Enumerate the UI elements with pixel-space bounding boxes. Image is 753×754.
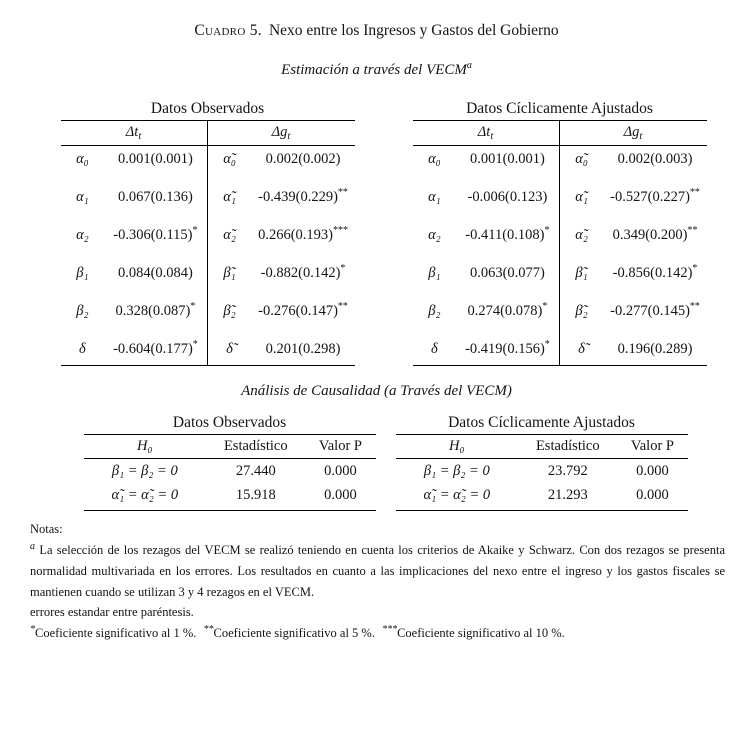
table-caption: Datos Observados	[172, 414, 287, 431]
coef-cell	[104, 226, 206, 245]
param-symbol: β̃₁	[223, 265, 236, 281]
standard-error: (0.001)	[150, 151, 193, 167]
coefficient-value: 0.201	[265, 341, 299, 357]
param-symbol: β₂	[76, 303, 89, 319]
column-header-dt: $\Delta t_t$	[61, 121, 208, 145]
standard-error: (0.289)	[650, 341, 693, 357]
coef-cell	[104, 302, 206, 321]
param-symbol: α₀	[428, 151, 441, 167]
standard-error: (0.078)*	[500, 301, 548, 319]
coefficient-value: 0.274	[467, 303, 501, 319]
coef-cell	[252, 264, 355, 283]
coefficient-value: 0.349	[612, 227, 646, 243]
statistic-cell: 15.918	[235, 487, 276, 503]
param-row	[413, 298, 707, 336]
standard-error: (0.298)	[298, 341, 341, 357]
header-pvalue: Valor P	[318, 438, 362, 454]
coef-cell	[104, 340, 206, 359]
param-symbol: δ̃	[226, 341, 233, 357]
param-row	[61, 146, 355, 184]
hypothesis-cell: α̃₁ = α̃₂ = 0	[111, 487, 179, 503]
standard-error: (0.142)*	[298, 263, 346, 281]
notes-section	[30, 521, 725, 643]
statistic-cell: 27.440	[235, 463, 276, 479]
table-caption: Datos Observados	[150, 100, 265, 117]
standard-error: (0.003)	[650, 151, 693, 167]
coefficient-value: -0.277	[610, 303, 648, 319]
param-symbol: α₁	[76, 189, 89, 205]
pvalue-cell: 0.000	[324, 487, 357, 503]
significance-stars: *	[542, 301, 548, 313]
significance-note-5pct: **Coeficiente significativo al 5 %.	[203, 623, 375, 640]
table-body	[396, 459, 688, 511]
param-symbol: β₁	[428, 265, 441, 281]
standard-error: (0.084)	[150, 265, 193, 281]
significance-note	[30, 624, 725, 643]
param-symbol: δ	[79, 341, 86, 357]
coefficient-value: 0.002	[265, 151, 299, 167]
standard-error: (0.147)**	[295, 301, 348, 319]
coefficient-value: -0.006	[467, 189, 505, 205]
coefficient-value: 0.084	[117, 265, 151, 281]
significance-stars: *	[192, 225, 198, 237]
table-body	[84, 459, 376, 511]
hypothesis-row	[396, 484, 688, 508]
table-caption: Datos Cíclicamente Ajustados	[466, 100, 653, 117]
column-header-dt: $\Delta t_t$	[413, 121, 560, 145]
param-symbol: α̃₂	[575, 227, 588, 243]
coef-cell	[252, 340, 355, 359]
coefficient-value: -0.439	[258, 189, 296, 205]
param-symbol: β̃₂	[575, 303, 588, 319]
standard-error: (0.002)	[298, 151, 341, 167]
footnote-marker-a: a	[30, 540, 35, 552]
significance-stars: ***	[333, 225, 348, 237]
param-symbol: α₂	[428, 227, 441, 243]
header-h0: H₀	[449, 438, 465, 454]
param-symbol: α̃₂	[223, 227, 236, 243]
significance-stars: **	[337, 187, 348, 199]
param-row	[61, 298, 355, 336]
hypothesis-row	[84, 460, 376, 484]
statistic-cell: 23.792	[547, 463, 588, 479]
table-body	[413, 146, 707, 366]
significance-stars: **	[687, 225, 698, 237]
coef-cell	[252, 302, 355, 321]
causality-table-observed	[84, 413, 376, 511]
pvalue-cell: 0.000	[324, 463, 357, 479]
pvalue-cell: 0.000	[636, 463, 669, 479]
footnote-marker-a: a	[466, 60, 472, 71]
standard-error: (0.145)**	[647, 301, 700, 319]
coef-cell	[604, 340, 707, 359]
significance-note-10pct: ***Coeficiente significativo al 10 %.	[382, 623, 565, 640]
param-symbol: α̃₁	[575, 189, 588, 205]
header-h0: H₀	[137, 438, 153, 454]
standard-error: (0.156)*	[502, 339, 550, 357]
standard-error: (0.087)*	[148, 301, 196, 319]
param-symbol: α₀	[76, 151, 89, 167]
param-row	[413, 184, 707, 222]
header-statistic: Estadístico	[535, 438, 600, 454]
coef-cell	[456, 188, 558, 207]
coefficient-value: 0.328	[115, 303, 149, 319]
coef-cell	[252, 188, 355, 207]
coefficient-value: -0.411	[465, 227, 503, 243]
param-row	[413, 336, 707, 365]
statistic-cell: 21.293	[547, 487, 588, 503]
causality-section	[0, 413, 753, 511]
significance-note-1pct: *Coeficiente significativo al 1 %.	[30, 623, 197, 640]
coef-cell	[456, 226, 558, 245]
coefficient-value: 0.067	[117, 189, 151, 205]
coef-cell	[456, 302, 558, 321]
standard-error: (0.001)	[502, 151, 545, 167]
column-header-dg: $\Delta g_t$	[623, 124, 643, 142]
coefficient-value: -0.306	[113, 227, 151, 243]
standard-error: (0.115)*	[150, 225, 198, 243]
coef-cell	[604, 264, 707, 283]
standard-error: (0.177)*	[150, 339, 198, 357]
column-header-row	[413, 120, 707, 146]
standard-error: (0.229)**	[295, 187, 348, 205]
pvalue-cell: 0.000	[636, 487, 669, 503]
coef-cell	[456, 264, 558, 283]
param-row	[413, 146, 707, 184]
coef-cell	[104, 264, 206, 283]
standard-error: (0.193)***	[290, 225, 348, 243]
table-caption: Datos Cíclicamente Ajustados	[448, 414, 635, 431]
coefficient-value: 0.001	[117, 151, 151, 167]
coef-cell	[456, 340, 558, 359]
header-statistic: Estadístico	[223, 438, 288, 454]
table-body	[61, 146, 355, 366]
standard-error: (0.123)	[504, 189, 548, 205]
coefficient-value: 0.266	[258, 227, 291, 243]
causality-header-row	[84, 434, 376, 459]
coefficient-value: 0.063	[469, 265, 503, 281]
significance-stars: **	[689, 187, 700, 199]
hypothesis-row	[396, 460, 688, 484]
coefficient-value: 0.001	[469, 151, 503, 167]
param-symbol: α₁	[428, 189, 441, 205]
coef-cell	[604, 302, 707, 321]
estimation-table-observed	[61, 99, 355, 366]
significance-stars: *	[544, 339, 550, 351]
coef-cell	[604, 150, 707, 169]
hypothesis-cell: β₁ = β₂ = 0	[111, 463, 178, 479]
footnote-a-text: La selección de los rezagos del VECM se realizó teniendo en cuenta los criterios de Akaike y Schwarz. Con dos rezagos se presenta normalidad multivariada en los errores. Los resultados en cuanto a las implicaciones del nexo entre el ingreso y los gastos fiscales se mantienen cuando se utilizan 3 y 4 rezagos en el VECM.	[30, 543, 725, 599]
param-symbol: α̃₀	[575, 151, 588, 167]
param-row	[61, 184, 355, 222]
coef-cell	[604, 188, 707, 207]
param-symbol: β₂	[428, 303, 441, 319]
coefficient-value: -0.276	[258, 303, 296, 319]
param-symbol: δ	[431, 341, 438, 357]
coefficient-value: -0.527	[610, 189, 648, 205]
hypothesis-cell: β₁ = β₂ = 0	[423, 463, 490, 479]
hypothesis-row	[84, 484, 376, 508]
param-symbol: β̃₂	[223, 303, 236, 319]
hypothesis-cell: α̃₁ = α̃₂ = 0	[423, 487, 491, 503]
coef-cell	[252, 226, 355, 245]
param-symbol: β̃₁	[575, 265, 588, 281]
param-symbol: δ̃	[578, 341, 585, 357]
coef-cell	[104, 150, 206, 169]
coefficient-value: -0.856	[612, 265, 651, 281]
param-symbol: α̃₀	[223, 151, 236, 167]
footnote-standard-errors: errores estandar entre paréntesis.	[30, 605, 194, 619]
standard-error: (0.136)	[150, 189, 193, 205]
coefficient-value: -0.604	[113, 341, 151, 357]
standard-error: (0.077)	[502, 265, 545, 281]
significance-stars: **	[689, 301, 700, 313]
standard-error: (0.142)*	[650, 263, 698, 281]
param-row	[413, 222, 707, 260]
coef-cell	[252, 150, 355, 169]
param-symbol: α̃₁	[223, 189, 236, 205]
header-pvalue: Valor P	[630, 438, 674, 454]
coefficient-value: -0.882	[260, 265, 299, 281]
coef-cell	[104, 188, 206, 207]
param-row	[61, 260, 355, 298]
causality-header-row	[396, 434, 688, 459]
standard-error: (0.200)**	[645, 225, 698, 243]
significance-stars: *	[340, 263, 346, 275]
causality-heading: Análisis de Causalidad (a Través del VECM)	[241, 383, 512, 399]
param-row	[61, 222, 355, 260]
significance-stars: *	[692, 263, 698, 275]
footnote-a	[30, 540, 725, 603]
standard-error: (0.227)**	[647, 187, 700, 205]
notes-label: Notas:	[30, 522, 63, 536]
table-subtitle	[0, 62, 753, 79]
significance-stars: *	[544, 225, 550, 237]
param-row	[413, 260, 707, 298]
table-title-text: Nexo entre los Ingresos y Gastos del Gobierno	[268, 22, 559, 39]
coefficient-value: 0.002	[617, 151, 651, 167]
table-title	[0, 22, 753, 40]
coef-cell	[456, 150, 558, 169]
column-header-row	[61, 120, 355, 146]
standard-error: (0.108)*	[502, 225, 550, 243]
coefficient-value: -0.419	[465, 341, 503, 357]
causality-table-adjusted	[396, 413, 688, 511]
table-number-label: Cuadro 5.	[194, 22, 262, 39]
coef-cell	[604, 226, 707, 245]
significance-stars: *	[190, 301, 196, 313]
subtitle-text: Estimación a través del VECM	[281, 62, 467, 78]
significance-stars: *	[192, 339, 198, 351]
param-symbol: β₁	[76, 265, 89, 281]
column-header-dg: $\Delta g_t$	[271, 124, 291, 142]
significance-stars: **	[337, 301, 348, 313]
estimation-table-adjusted	[413, 99, 707, 366]
param-symbol: α₂	[76, 227, 89, 243]
estimation-section	[0, 99, 753, 366]
coefficient-value: 0.196	[617, 341, 651, 357]
param-row	[61, 336, 355, 365]
